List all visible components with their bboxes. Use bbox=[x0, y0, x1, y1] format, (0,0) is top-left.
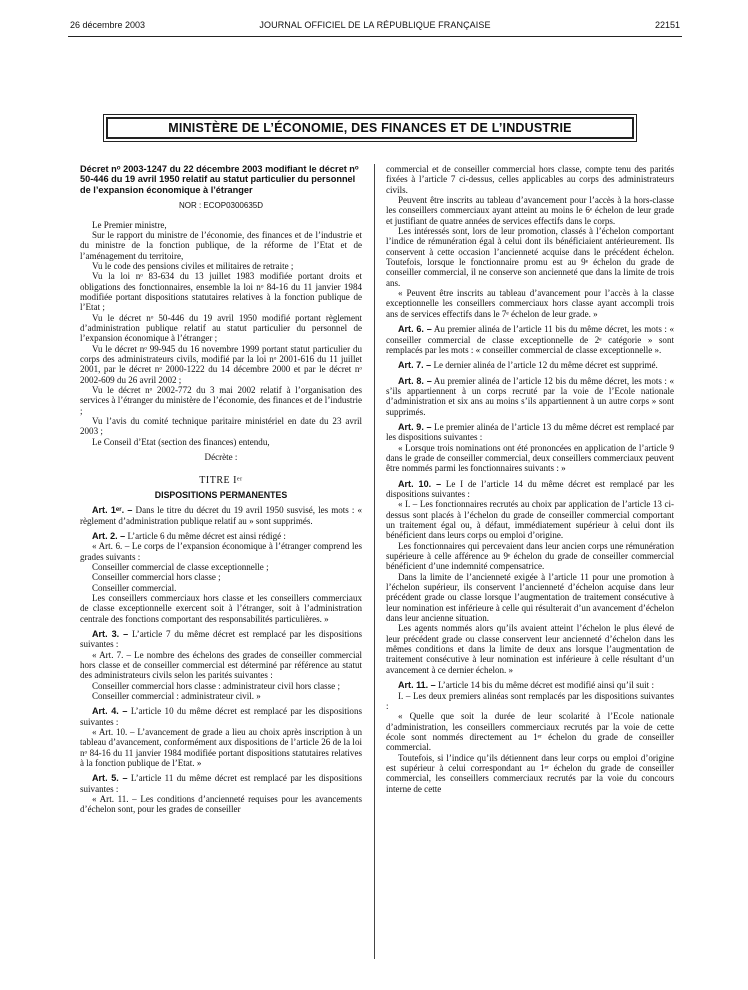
article-text: Les fonctionnaires qui percevaient dans leur ancien corps une rémunération supérieure à celle afférence au 9ᵉ échelon du grade de conseiller commercial bénéficient d’une indemnité compensatrice. bbox=[386, 540, 674, 572]
body-paragraph bbox=[80, 727, 362, 768]
body-paragraph bbox=[386, 623, 674, 675]
decrete-line: Décrète : bbox=[204, 452, 238, 463]
article-text: Le I de l’article 14 du même décret est remplacé par les dispositions suivantes : bbox=[386, 478, 674, 499]
article-label: Art. 1ᵉʳ. – bbox=[92, 505, 133, 516]
article-text: Peuvent être inscrits au tableau d’avancement pour l’accès à la hors-classe les conseillers commerciaux ayant atteint au moins le 6ᵉ échelon de leur grade et justifiant de quatre années de services effectifs dans le corps. bbox=[386, 195, 674, 226]
body-paragraph bbox=[386, 499, 674, 540]
body-paragraph bbox=[80, 541, 362, 562]
header-rule bbox=[68, 36, 682, 37]
article-label: Art. 3. – bbox=[92, 628, 129, 639]
article-text: I. – Les deux premiers alinéas sont remplacés par les dispositions suivantes : bbox=[386, 690, 674, 711]
article-label: Art. 5. – bbox=[92, 773, 128, 784]
body-paragraph bbox=[386, 541, 674, 572]
article-paragraph bbox=[80, 505, 362, 526]
body-paragraph bbox=[80, 593, 362, 624]
body-paragraph bbox=[386, 288, 674, 319]
article-text: « I. – Les fonctionnaires recrutés au choix par application de l’article 13 ci-dessus sont placés à l’échelon du grade de conseiller commercial comportant un traitement égal ou, à défaut, immédiatement supérieur à celui dont ils bénéficient dans leurs corps ou emploi d’origine. bbox=[386, 499, 674, 541]
article-label: Art. 2. – bbox=[92, 530, 126, 541]
article-text: Dans le titre du décret du 19 avril 1950 susvisé, les mots : « règlement d’administration publique relatif au » sont supprimés. bbox=[80, 505, 362, 526]
article-text: Le dernier alinéa de l’article 12 du même décret est supprimé. bbox=[433, 360, 658, 371]
article-label: Art. 4. – bbox=[92, 706, 128, 717]
article-text: commercial et de conseiller commercial hors classe, compte tenu des parités fixées à l’article 7 ci-dessus, celles applicables au corps des administrateurs civils. bbox=[386, 164, 674, 195]
body-paragraph bbox=[386, 691, 674, 712]
article-text: Les agents nommés alors qu’ils avaient atteint l’échelon le plus élevé de leur précédent grade ou classe conservent leur ancienneté d’échelon dans les mêmes conditions et dans la limite de deux ans lorsque l’augmentation de traitement consécutive à leur nomination est inférieure à celle résultant d’un avancement à ce dernier échelon. » bbox=[386, 623, 674, 675]
visa-paragraph: Vu le décret nᵒ 50-446 du 19 avril 1950 modifié portant règlement d’administration publique relatif au statut particulier du personnel de l’expansion économique à l’étranger ; bbox=[80, 312, 362, 344]
article-label: Art. 9. – bbox=[398, 421, 432, 432]
article-text: Conseiller commercial. bbox=[92, 582, 177, 593]
decree-title: Décret nᵒ 2003-1247 du 22 décembre 2003 modifiant le décret nᵒ 50-446 du 19 avril 1950 relatif au statut particulier du personnel de l’expansion économique à l’étranger bbox=[80, 164, 359, 195]
article-text: Toutefois, si l’indice qu’ils détiennent dans leur corps ou emploi d’origine est supérieur à celui correspondant au 1ᵉʳ échelon du grade de conseiller commercial, les conseillers commerciaux recrutés par la voie du concours interne de cette bbox=[386, 752, 674, 794]
article-text: Le premier alinéa de l’article 13 du même décret est remplacé par les dispositions suivantes : bbox=[386, 421, 675, 443]
body-paragraph bbox=[80, 583, 362, 593]
visa-paragraph: Vu le code des pensions civiles et militaires de retraite ; bbox=[92, 260, 294, 271]
visa-paragraph: Sur le rapport du ministre de l’économie, des finances et de l’industrie et du ministre de la fonction publique, de la réforme de l’Etat et de l’aménagement du territoire, bbox=[80, 229, 362, 261]
visa-paragraph: Vu le décret nᵒ 2002-772 du 3 mai 2002 relatif à l’organisation des services à l’étranger du ministère de l’économie, des finances et de l’industrie ; bbox=[80, 385, 362, 416]
body-paragraph bbox=[386, 164, 674, 195]
article-text: Conseiller commercial : administrateur civil. » bbox=[92, 691, 261, 701]
article-text: « Art. 11. – Les conditions d’ancienneté requises pour les avancements d’échelon sont, pour les grades de conseiller bbox=[80, 794, 362, 815]
visa-paragraph: Vu l’avis du comité technique paritaire ministériel en date du 23 avril 2003 ; bbox=[80, 416, 362, 437]
article-paragraph bbox=[386, 360, 674, 370]
nor-reference: NOR : ECOP0300635D bbox=[178, 201, 264, 211]
article-text: « Art. 6. – Le corps de l’expansion économique à l’étranger comprend les grades suivants : bbox=[80, 541, 362, 562]
ministry-title: MINISTÈRE DE L’ÉCONOMIE, DES FINANCES ET DE L’INDUSTRIE bbox=[106, 117, 634, 139]
body-paragraph bbox=[386, 711, 674, 752]
visa-paragraph: Le Conseil d’Etat (section des finances) entendu, bbox=[92, 436, 270, 447]
header-journal-title: JOURNAL OFFICIEL DE LA RÉPUBLIQUE FRANÇAISE bbox=[259, 20, 491, 30]
article-text: L’article 14 bis du même décret est modifié ainsi qu’il suit : bbox=[437, 680, 654, 691]
article-text: « Lorsque trois nominations ont été prononcées en application de l’article 9 dans le grade de conseiller commercial, deux conseillers commerciaux peuvent être nommés parmi les fonctionnaires suivants : » bbox=[386, 442, 674, 474]
article-text: Au premier alinéa de l’article 12 bis du même décret, les mots : « s’ils appartiennent à un corps recruté par la voie de l’Ecole nationale d’administration et six ans au moins s’ils appartiennent à un autre corps » sont supprimés. bbox=[386, 375, 674, 417]
article-text: « Quelle que soit la durée de leur scolarité à l’Ecole nationale d’administration, les conseillers commerciaux recrutés par la voie de cette école sont nommés directement au 1ᵉʳ échelon du grade de conseiller commercial. bbox=[386, 711, 674, 753]
article-text: Dans la limite de l’ancienneté exigée à l’article 11 pour une promotion à l’échelon supérieur, ils conservent l’ancienneté d’échelon acquise dans leur précédent grade ou classe lorsque l’augmentation de traitement consécutive à leur nomination est inférieure à celle qui résulterait d’un avancement d’échelon dans leur ancienne situation. bbox=[386, 571, 674, 624]
article-label: Art. 6. – bbox=[398, 324, 432, 335]
body-paragraph bbox=[386, 195, 674, 226]
body-paragraph bbox=[386, 753, 674, 794]
body-paragraph bbox=[386, 226, 674, 288]
article-text: L’article 7 du même décret est remplacé par les dispositions suivantes : bbox=[80, 628, 363, 650]
header-page-number: 22151 bbox=[654, 20, 680, 30]
article-text: Conseiller commercial hors classe ; bbox=[92, 572, 221, 583]
article-paragraph bbox=[80, 531, 362, 541]
body-paragraph bbox=[386, 443, 674, 474]
article-paragraph bbox=[80, 773, 362, 794]
article-paragraph bbox=[80, 706, 362, 727]
article-text: « Art. 7. – Le nombre des échelons des grades de conseiller commercial hors classe et de conseiller commercial est déterminé par référence au statut des administrateurs civils selon les parités suivantes : bbox=[80, 649, 362, 681]
article-label: Art. 7. – bbox=[398, 360, 432, 371]
article-paragraph bbox=[386, 324, 674, 355]
body-paragraph bbox=[386, 572, 674, 624]
article-text: Conseiller commercial hors classe : administrateur civil hors classe ; bbox=[92, 680, 340, 691]
visa-paragraph: Vu le décret nᵒ 99-945 du 16 novembre 1999 portant statut particulier du corps des administrateurs civils, modifié par la loi nᵒ 2001-616 du 11 juillet 2001, par le décret nᵒ 2000-1222 du 14 décembre 2000 et par le décret nᵒ 2002-609 du 26 avril 2002 ; bbox=[80, 343, 362, 385]
article-paragraph bbox=[80, 629, 362, 650]
visas-list bbox=[80, 220, 362, 448]
article-label: Art. 8. – bbox=[398, 375, 432, 386]
article-label: Art. 11. – bbox=[398, 680, 436, 691]
article-text: « Art. 10. – L’avancement de grade a lieu au choix après inscription à un tableau d’avancement, conformément aux dispositions de l’article 26 de la loi nᵒ 84-16 du 11 janvier 1984 modifiée portant dispositions statutaires relatives à la fonction publique de l’Etat. » bbox=[80, 727, 362, 769]
article-text: Les intéressés sont, lors de leur promotion, classés à l’échelon comportant l’indice de rémunération égal à celui dont ils bénéficiaient antérieurement. Ils conservent à cette occasion l’ancienneté acquise dans le précédent échelon. Toutefois, lorsque le fonctionnaire promu est au 9ᵉ échelon du grade de conseiller commercial, il ne conserve son ancienneté que dans la limite de trois ans. bbox=[386, 226, 674, 288]
body-paragraph bbox=[80, 562, 362, 572]
article-text: L’article 6 du même décret est ainsi rédigé : bbox=[127, 530, 286, 541]
right-column bbox=[386, 164, 674, 794]
titre-heading: TITRE Iᵉʳ bbox=[199, 475, 243, 487]
article-text: Les conseillers commerciaux hors classe et les conseillers commerciaux de classe exceptionnelle exercent soit à l’étranger, soit à l’administration centrale des fonctions comportant des responsabilités particulières. » bbox=[80, 592, 362, 624]
article-text: Conseiller commercial de classe exceptionnelle ; bbox=[92, 561, 269, 572]
section-heading: DISPOSITIONS PERMANENTES bbox=[154, 489, 288, 500]
body-paragraph bbox=[80, 650, 362, 681]
column-separator bbox=[374, 164, 375, 959]
body-paragraph bbox=[80, 691, 362, 701]
articles-left bbox=[80, 505, 362, 815]
article-text: L’article 11 du même décret est remplacé par les dispositions suivantes : bbox=[80, 773, 362, 794]
article-paragraph bbox=[386, 376, 674, 417]
article-paragraph bbox=[386, 479, 674, 500]
article-paragraph bbox=[386, 680, 674, 690]
article-paragraph bbox=[386, 422, 674, 443]
body-paragraph bbox=[80, 572, 362, 582]
article-text: L’article 10 du même décret est remplacé par les dispositions suivantes : bbox=[80, 706, 362, 727]
body-paragraph bbox=[80, 681, 362, 691]
article-text: Au premier alinéa de l’article 11 bis du même décret, les mots : « conseiller commercial de classe exceptionnelle de 2ᵉ catégorie » sont remplacés par les mots : « conseiller commercial de classe exceptionnelle ». bbox=[386, 324, 675, 355]
article-text: « Peuvent être inscrits au tableau d’avancement pour l’accès à la classe exceptionnelle les conseillers commerciaux hors classe ayant accompli trois ans de services effectifs dans le 7ᵉ échelon de leur grade. » bbox=[386, 288, 674, 319]
ministry-banner bbox=[103, 114, 637, 142]
articles-right bbox=[386, 164, 674, 794]
body-paragraph bbox=[80, 794, 362, 815]
visa-paragraph: Le Premier ministre, bbox=[92, 219, 167, 230]
header-date: 26 décembre 2003 bbox=[70, 20, 146, 30]
visa-paragraph: Vu la loi nᵒ 83-634 du 13 juillet 1983 modifiée portant droits et obligations des fonctionnaires, ensemble la loi nᵒ 84-16 du 11 janvier 1984 modifiée portant dispositions statutaires relatives à la fonction publique de l’Etat ; bbox=[80, 271, 362, 313]
page-header bbox=[70, 20, 680, 34]
left-column bbox=[80, 164, 362, 815]
article-label: Art. 10. – bbox=[398, 478, 442, 489]
